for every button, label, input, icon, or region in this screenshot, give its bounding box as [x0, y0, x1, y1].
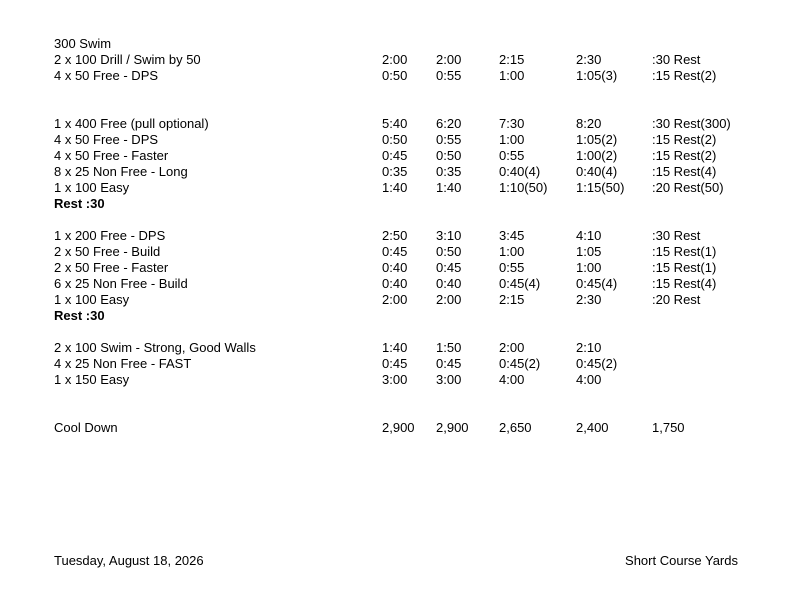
- interval-group-3: 0:55: [499, 260, 525, 275]
- interval-group-5: :15 Rest(4): [652, 276, 717, 291]
- interval-group-4: 1:00: [576, 260, 602, 275]
- set-description: 4 x 50 Free - DPS: [54, 68, 159, 83]
- interval-group-3: 2:15: [499, 292, 525, 307]
- set-row: [54, 148, 754, 164]
- interval-group-2: 2:00: [436, 52, 462, 67]
- interval-group-1: 0:45: [382, 244, 408, 259]
- interval-group-4: 2:30: [576, 52, 602, 67]
- workout-section-main: [54, 228, 754, 324]
- set-description: 1 x 200 Free - DPS: [54, 228, 166, 243]
- interval-group-1: 2:00: [382, 52, 408, 67]
- interval-group-2: 0:50: [436, 244, 462, 259]
- set-row: [54, 164, 754, 180]
- section-spacer: [54, 212, 754, 228]
- interval-group-5: :15 Rest(2): [652, 68, 717, 83]
- interval-group-5: :20 Rest(50): [652, 180, 724, 195]
- set-description: 1 x 100 Easy: [54, 180, 130, 195]
- interval-group-1: 2:00: [382, 292, 408, 307]
- interval-group-5: :15 Rest(4): [652, 164, 717, 179]
- set-description: 6 x 25 Non Free - Build: [54, 276, 188, 291]
- set-row: [54, 244, 754, 260]
- course-type: Short Course Yards: [625, 553, 738, 568]
- set-description: 4 x 50 Free - Faster: [54, 148, 169, 163]
- interval-group-2: 1:40: [436, 180, 462, 195]
- interval-group-3: 1:00: [499, 132, 525, 147]
- workout-section-pre-main: [54, 116, 754, 212]
- interval-group-3: 2:15: [499, 52, 525, 67]
- interval-group-4: 1:15(50): [576, 180, 625, 195]
- interval-group-5: :30 Rest: [652, 52, 701, 67]
- interval-group-5: :15 Rest(1): [652, 244, 717, 259]
- interval-group-1: 0:40: [382, 260, 408, 275]
- set-row: [54, 292, 754, 308]
- section-spacer: [54, 388, 754, 420]
- interval-group-2: 0:50: [436, 148, 462, 163]
- interval-group-3: 1:00: [499, 244, 525, 259]
- set-row: [54, 68, 754, 84]
- interval-group-2: 0:55: [436, 132, 462, 147]
- interval-group-2: 1:50: [436, 340, 462, 355]
- interval-group-3: 1:10(50): [499, 180, 548, 195]
- interval-group-3: 1:00: [499, 68, 525, 83]
- interval-group-4: 1:05(2): [576, 132, 618, 147]
- interval-group-4: 0:45(4): [576, 276, 618, 291]
- interval-group-5: :15 Rest(2): [652, 148, 717, 163]
- interval-group-1: 5:40: [382, 116, 408, 131]
- total-yardage-group-5: 1,750: [652, 420, 685, 435]
- set-description: 2 x 100 Drill / Swim by 50: [54, 52, 201, 67]
- interval-group-4: 1:05: [576, 244, 602, 259]
- total-yardage-group-3: 2,650: [499, 420, 532, 435]
- section-spacer: [54, 84, 754, 116]
- interval-group-2: 0:45: [436, 356, 462, 371]
- interval-group-1: 0:45: [382, 356, 408, 371]
- set-description: 8 x 25 Non Free - Long: [54, 164, 188, 179]
- interval-group-2: 0:55: [436, 68, 462, 83]
- page-footer: [54, 553, 738, 569]
- interval-group-1: 0:50: [382, 68, 408, 83]
- interval-group-4: 0:45(2): [576, 356, 618, 371]
- interval-group-5: :30 Rest: [652, 228, 701, 243]
- set-row: [54, 356, 754, 372]
- set-description: 4 x 25 Non Free - FAST: [54, 356, 192, 371]
- set-description: 4 x 50 Free - DPS: [54, 132, 159, 147]
- set-description: 300 Swim: [54, 36, 112, 51]
- total-yardage-group-2: 2,900: [436, 420, 469, 435]
- interval-group-2: 0:45: [436, 260, 462, 275]
- interval-group-1: 0:50: [382, 132, 408, 147]
- set-row: [54, 276, 754, 292]
- set-description: 1 x 150 Easy: [54, 372, 130, 387]
- interval-group-1: 0:45: [382, 148, 408, 163]
- workout-section-finish: [54, 340, 754, 388]
- workout-section-warmup: [54, 36, 754, 84]
- total-yardage-group-4: 2,400: [576, 420, 609, 435]
- interval-group-3: 2:00: [499, 340, 525, 355]
- set-row: [54, 36, 754, 52]
- interval-group-2: 2:00: [436, 292, 462, 307]
- section-spacer: [54, 324, 754, 340]
- set-description: 2 x 50 Free - Build: [54, 244, 161, 259]
- interval-group-3: 0:45(2): [499, 356, 541, 371]
- set-row: [54, 260, 754, 276]
- set-description: 2 x 50 Free - Faster: [54, 260, 169, 275]
- interval-group-4: 2:30: [576, 292, 602, 307]
- set-row: [54, 372, 754, 388]
- interval-group-2: 0:40: [436, 276, 462, 291]
- interval-group-3: 4:00: [499, 372, 525, 387]
- interval-group-3: 0:45(4): [499, 276, 541, 291]
- set-description: 1 x 400 Free (pull optional): [54, 116, 209, 131]
- interval-group-1: 2:50: [382, 228, 408, 243]
- interval-group-2: 3:00: [436, 372, 462, 387]
- set-row: [54, 340, 754, 356]
- interval-group-1: 0:40: [382, 276, 408, 291]
- total-yardage-group-1: 2,900: [382, 420, 415, 435]
- interval-group-1: 0:35: [382, 164, 408, 179]
- interval-group-5: :15 Rest(1): [652, 260, 717, 275]
- interval-group-5: :30 Rest(300): [652, 116, 731, 131]
- set-row: [54, 180, 754, 196]
- interval-group-4: 0:40(4): [576, 164, 618, 179]
- rest-label: [54, 196, 754, 212]
- set-row: [54, 228, 754, 244]
- interval-group-2: 6:20: [436, 116, 462, 131]
- set-row: [54, 116, 754, 132]
- set-row: [54, 132, 754, 148]
- rest-text: Rest :30: [54, 196, 105, 211]
- rest-text: Rest :30: [54, 308, 105, 323]
- workout-date: Tuesday, August 18, 2026: [54, 553, 204, 568]
- interval-group-4: 4:00: [576, 372, 602, 387]
- interval-group-3: 7:30: [499, 116, 525, 131]
- interval-group-2: 3:10: [436, 228, 462, 243]
- set-description: 2 x 100 Swim - Strong, Good Walls: [54, 340, 256, 355]
- interval-group-3: 3:45: [499, 228, 525, 243]
- interval-group-4: 8:20: [576, 116, 602, 131]
- interval-group-1: 1:40: [382, 340, 408, 355]
- set-row: [54, 52, 754, 68]
- interval-group-1: 1:40: [382, 180, 408, 195]
- interval-group-4: 1:05(3): [576, 68, 618, 83]
- rest-label: [54, 308, 754, 324]
- workout-sheet: [54, 36, 754, 436]
- interval-group-4: 1:00(2): [576, 148, 618, 163]
- interval-group-4: 4:10: [576, 228, 602, 243]
- cool-down-label: Cool Down: [54, 420, 118, 435]
- interval-group-4: 2:10: [576, 340, 602, 355]
- interval-group-3: 0:40(4): [499, 164, 541, 179]
- interval-group-3: 0:55: [499, 148, 525, 163]
- set-description: 1 x 100 Easy: [54, 292, 130, 307]
- interval-group-5: :20 Rest: [652, 292, 701, 307]
- interval-group-2: 0:35: [436, 164, 462, 179]
- interval-group-1: 3:00: [382, 372, 408, 387]
- interval-group-5: :15 Rest(2): [652, 132, 717, 147]
- totals-row: [54, 420, 754, 436]
